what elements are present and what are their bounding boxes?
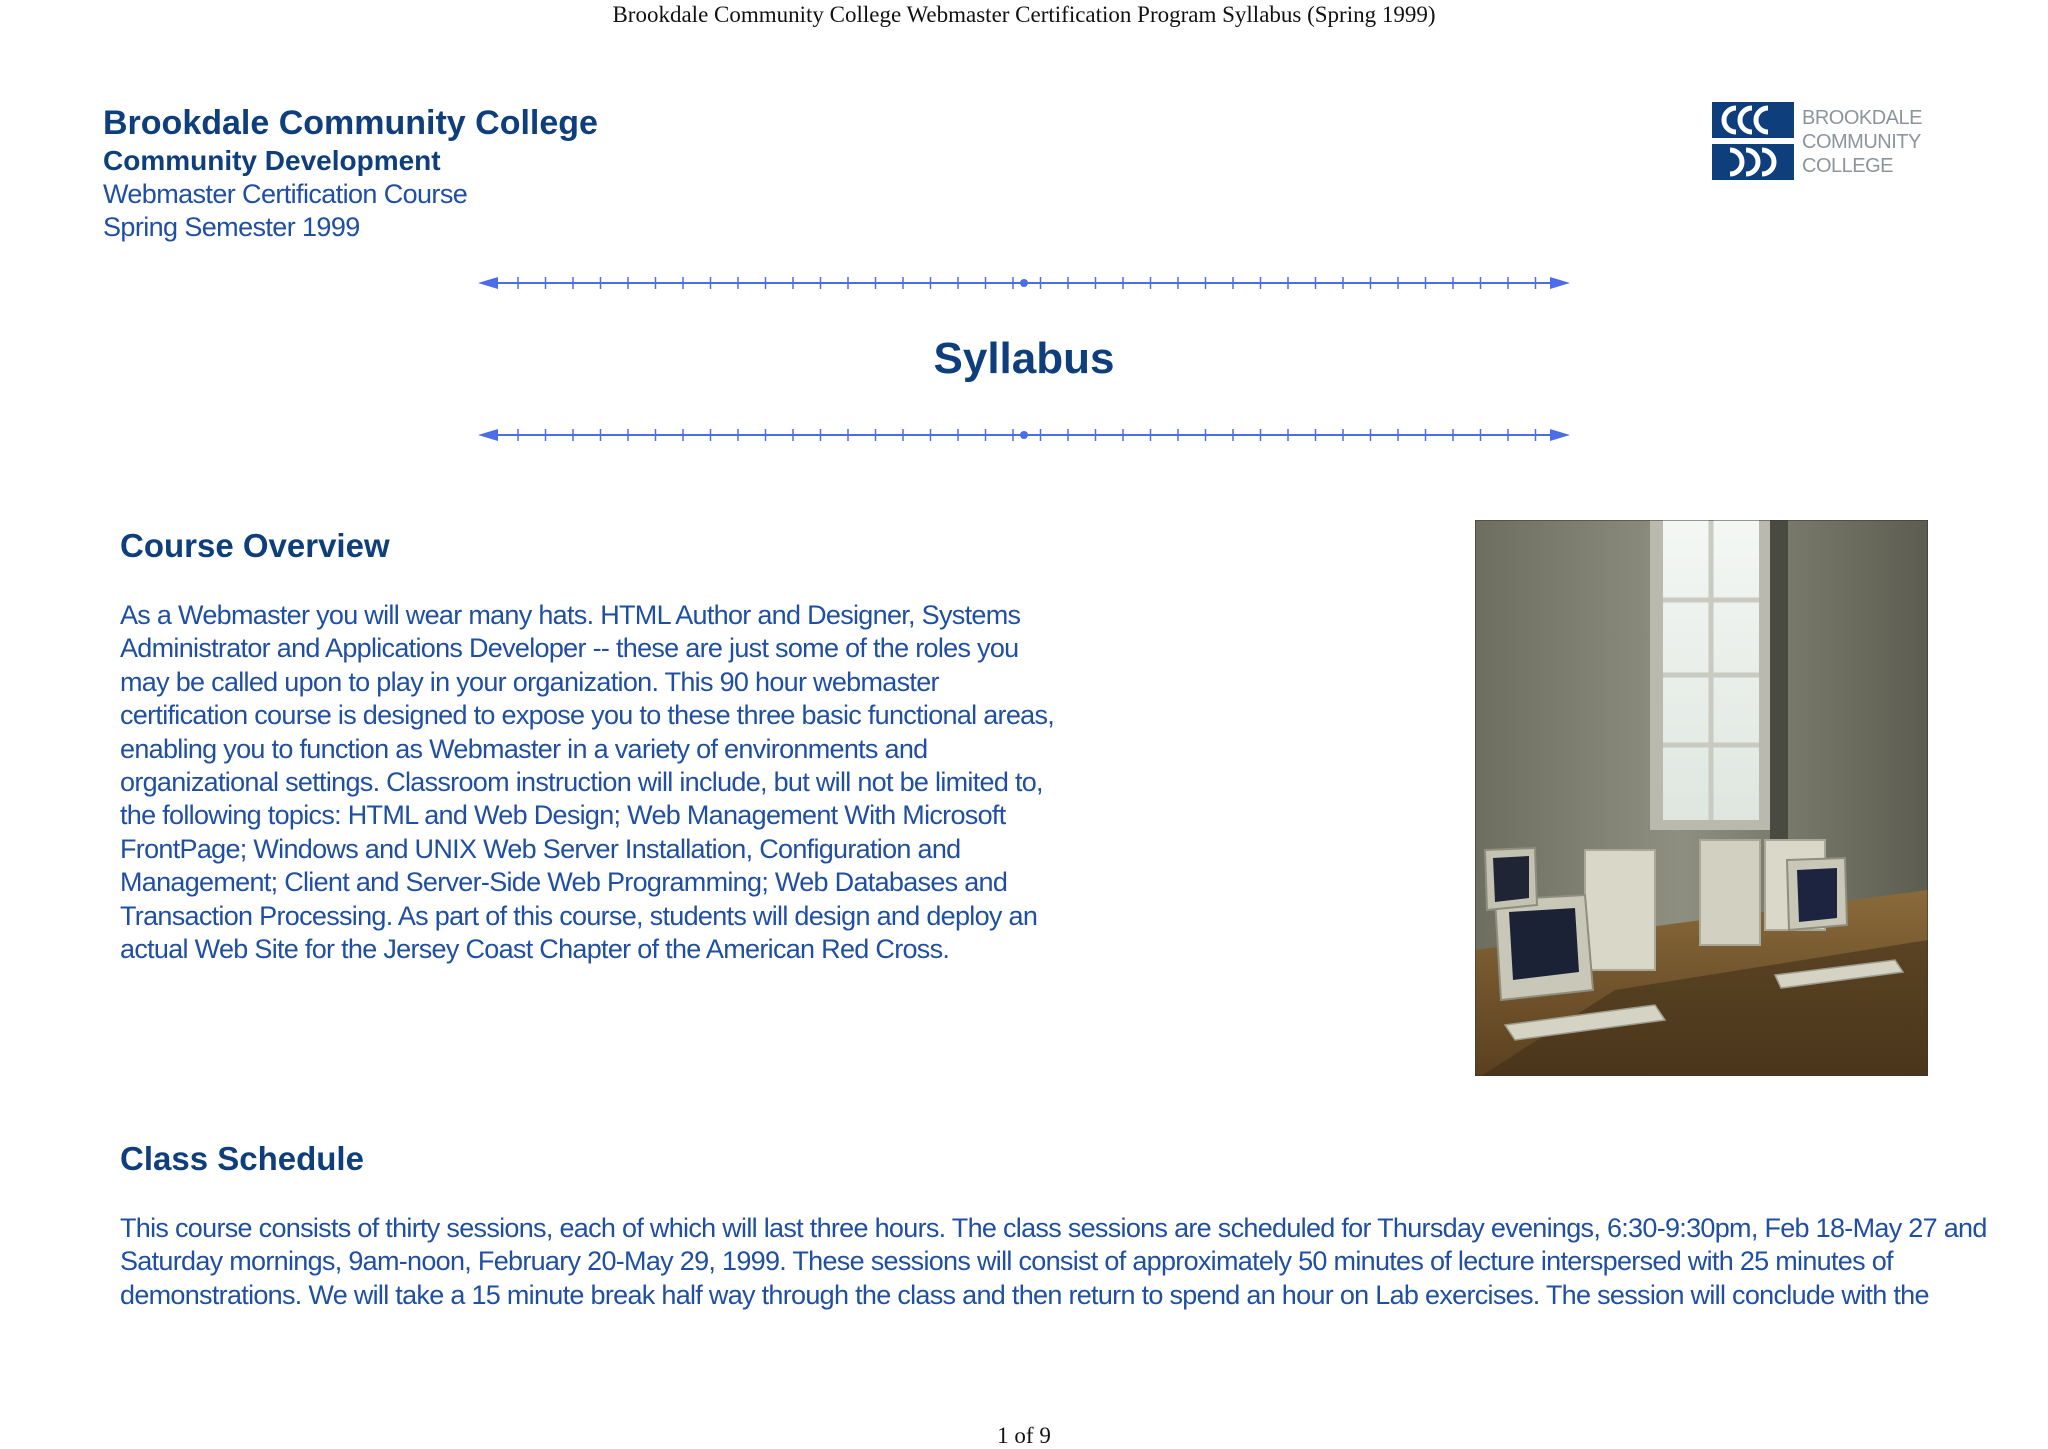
overview-line: Transaction Processing. As part of this course, students will design and deploy an [120,900,1038,931]
page-number: 1 of 9 [997,1423,1051,1448]
page-title: Syllabus [933,334,1115,383]
schedule-line: This course consists of thirty sessions, each of which will last three hours. The class sessions are scheduled for Thursday evenings, 6:30-9:30pm, Feb 18-May 27 and [120,1213,1987,1243]
overview-line: certification course is designed to expose you to these three basic functional areas, [120,700,1055,731]
print-header: Brookdale Community College Webmaster Certification Program Syllabus (Spring 1999) [612,2,1436,27]
overview-line: enabling you to function as Webmaster in a variety of environments and [120,733,928,764]
overview-line: FrontPage; Windows and UNIX Web Server Installation, Configuration and [120,833,961,864]
course-name: Webmaster Certification Course [103,179,468,209]
overview-line: organizational settings. Classroom instruction will include, but will not be limited to, [120,767,1043,798]
college-name: Brookdale Community College [103,104,598,142]
schedule-line: demonstrations. We will take a 15 minute break half way through the class and then return to spend an hour on Lab exercises. The session will conclude with the [120,1279,1929,1310]
overview-paragraph [120,599,1055,966]
logo-line-1: BROOKDALE [1802,107,1922,129]
schedule-paragraph [120,1212,2000,1312]
overview-line: the following topics: HTML and Web Design; Web Management With Microsoft [120,800,1006,831]
ruler-arrow-left [478,277,498,289]
logo-line-2: COMMUNITY [1802,131,1921,153]
ruler-arrow-right [1550,277,1570,289]
ruler-arrow-right [1550,429,1570,441]
ruler-center-dot [1020,279,1028,287]
schedule-line: Saturday mornings, 9am-noon, February 20-May 29, 1999. These sessions will consist of approximately 50 minutes of lecture interspersed with 25 minutes of [120,1246,1893,1277]
overview-line: may be called upon to play in your organization. This 90 hour webmaster [120,666,939,697]
ruler-arrow-left [478,429,498,441]
schedule-heading: Class Schedule [120,1140,364,1177]
department-name: Community Development [103,145,441,176]
ruler-divider-bottom [478,423,1570,447]
logo-line-3: COLLEGE [1802,155,1893,177]
classroom-photo [1475,520,1928,1076]
semester: Spring Semester 1999 [103,212,360,242]
ruler-center-dot [1020,431,1028,439]
overview-line: As a Webmaster you will wear many hats. HTML Author and Designer, Systems [120,600,1021,630]
overview-line: Administrator and Applications Developer -- these are just some of the roles you [120,633,1019,664]
overview-heading: Course Overview [120,527,390,564]
college-logo [1712,102,1944,180]
overview-line: actual Web Site for the Jersey Coast Chapter of the American Red Cross. [120,934,950,965]
overview-line: Management; Client and Server-Side Web Programming; Web Databases and [120,867,1008,898]
ruler-divider-top [478,271,1570,295]
